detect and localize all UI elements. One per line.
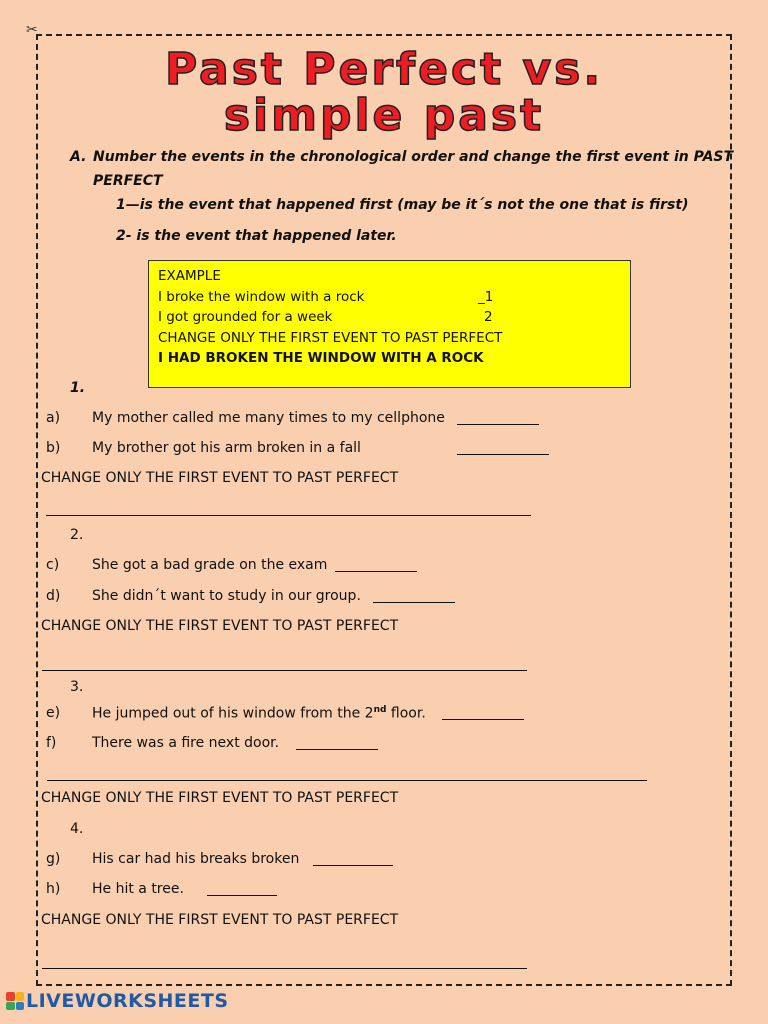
item-d-letter: d) xyxy=(46,588,61,604)
item-b-letter: b) xyxy=(46,440,61,456)
title-line-1: Past Perfect vs. xyxy=(164,44,604,95)
logo-square-yellow xyxy=(16,992,25,1001)
item-f-answer-blank[interactable] xyxy=(296,749,378,750)
item-g-letter: g) xyxy=(46,851,61,867)
instruction-text-2: PERFECT xyxy=(93,173,163,189)
item-e-text xyxy=(92,705,426,722)
item-f-letter: f) xyxy=(46,735,57,751)
example-event-2 xyxy=(158,307,621,328)
title-line-2: simple past xyxy=(223,90,545,141)
example-answer: I HAD BROKEN THE WINDOW WITH A ROCK xyxy=(158,350,484,366)
example-box xyxy=(148,260,631,388)
rule-later-event: 2- is the event that happened later. xyxy=(116,228,397,244)
exercise-1-answer-line[interactable] xyxy=(46,515,531,516)
liveworksheets-brand-text: LIVEWORKSHEETS xyxy=(26,990,229,1012)
example-heading: EXAMPLE xyxy=(158,268,221,284)
item-h-text: He hit a tree. xyxy=(92,881,184,897)
item-e-text-end: floor. xyxy=(386,705,426,722)
item-e-text-main: He jumped out of his window from the 2 xyxy=(92,705,374,722)
example-event-1 xyxy=(158,287,621,308)
exercise-2-answer-line[interactable] xyxy=(42,670,527,671)
exercise-4-answer-line[interactable] xyxy=(42,968,527,969)
change-instruction-2: CHANGE ONLY THE FIRST EVENT TO PAST PERFECT xyxy=(41,618,399,634)
example-event-2-mark: 2 xyxy=(484,309,493,325)
exercise-4-number: 4. xyxy=(70,821,84,837)
change-instruction-1: CHANGE ONLY THE FIRST EVENT TO PAST PERFECT xyxy=(41,470,399,486)
logo-square-green xyxy=(6,1002,15,1011)
item-g-answer-blank[interactable] xyxy=(313,865,393,866)
item-d-text: She didn´t want to study in our group. xyxy=(92,588,361,604)
rule-first-event: 1—is the event that happened first (may be it´s not the one that is first) xyxy=(116,197,689,213)
liveworksheets-logo[interactable] xyxy=(6,990,229,1012)
exercise-1-number: 1. xyxy=(70,380,86,396)
item-g-text: His car had his breaks broken xyxy=(92,851,300,867)
scissors-icon: ✂ xyxy=(26,22,38,38)
logo-square-red xyxy=(6,992,15,1001)
item-c-answer-blank[interactable] xyxy=(335,571,417,572)
change-instruction-4: CHANGE ONLY THE FIRST EVENT TO PAST PERFECT xyxy=(41,912,399,928)
item-a-letter: a) xyxy=(46,410,61,426)
item-b-text: My brother got his arm broken in a fall xyxy=(92,440,361,456)
exercise-3-number: 3. xyxy=(70,679,84,695)
item-f-text: There was a fire next door. xyxy=(92,735,280,751)
example-event-1-mark: _1 xyxy=(478,288,494,305)
item-h-answer-blank[interactable] xyxy=(207,895,277,896)
instruction-text-1: Number the events in the chronological order and change the first event in PAST xyxy=(93,149,734,165)
item-a-answer-blank[interactable] xyxy=(457,424,539,425)
item-c-letter: c) xyxy=(46,557,60,573)
item-h-letter: h) xyxy=(46,881,61,897)
example-event-2-text: I got grounded for a week xyxy=(158,309,333,325)
liveworksheets-logo-icon xyxy=(6,992,24,1010)
exercise-3-answer-line[interactable] xyxy=(47,780,647,781)
example-instruction: CHANGE ONLY THE FIRST EVENT TO PAST PERFECT xyxy=(158,329,503,346)
item-e-letter: e) xyxy=(46,705,61,721)
section-a-label: A. xyxy=(70,149,87,165)
item-e-ordinal: nd xyxy=(373,705,387,715)
example-event-1-text: I broke the window with a rock xyxy=(158,288,365,305)
exercise-2-number: 2. xyxy=(70,527,84,543)
logo-square-blue xyxy=(16,1002,25,1011)
change-instruction-3: CHANGE ONLY THE FIRST EVENT TO PAST PERFECT xyxy=(41,790,399,806)
item-c-text: She got a bad grade on the exam xyxy=(92,557,328,573)
item-d-answer-blank[interactable] xyxy=(373,602,455,603)
item-a-text: My mother called me many times to my cellphone xyxy=(92,410,445,426)
item-b-answer-blank[interactable] xyxy=(457,454,549,455)
item-e-answer-blank[interactable] xyxy=(442,719,524,720)
